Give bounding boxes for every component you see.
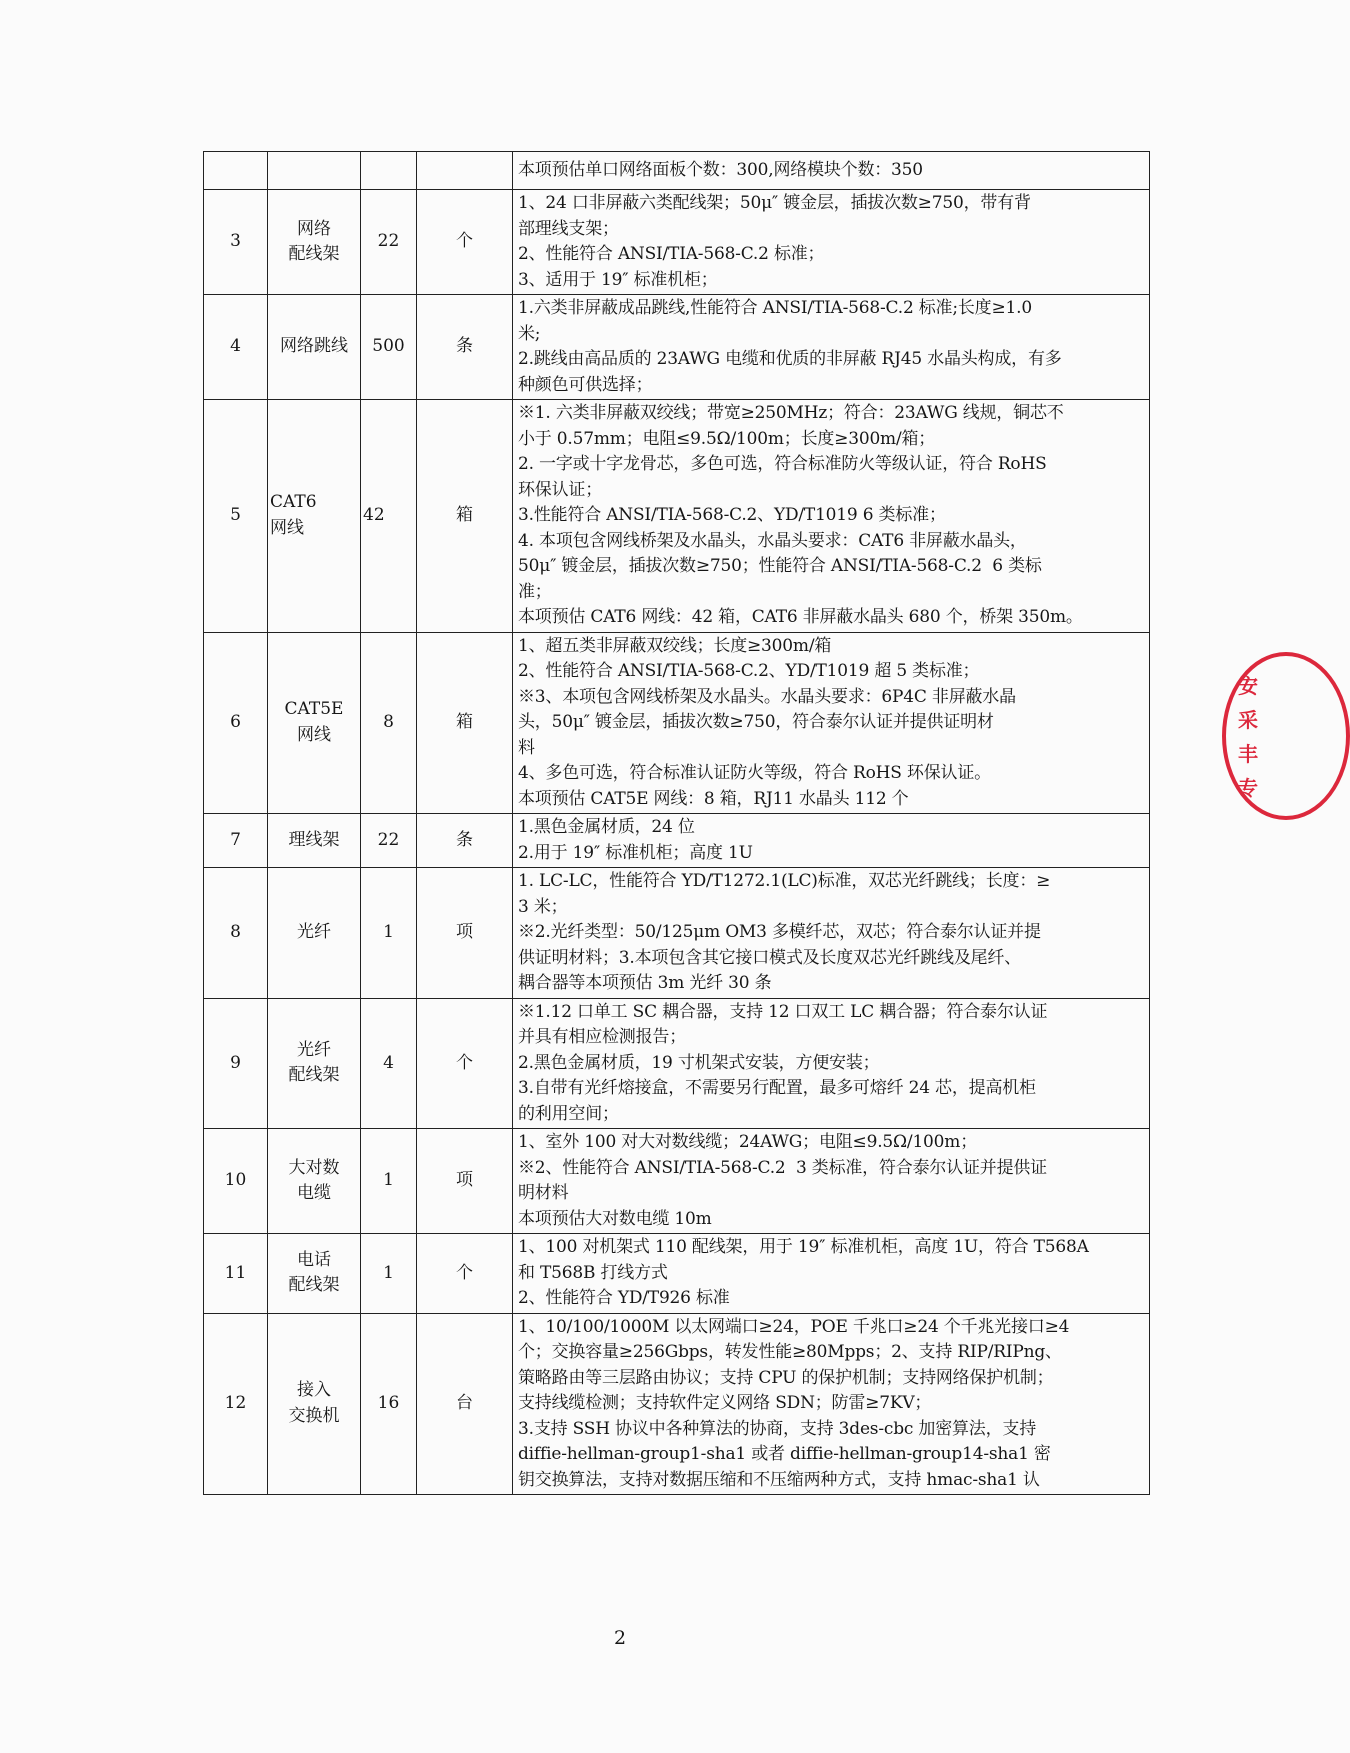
spec-line: 4. 本项包含网线桥架及水晶头，水晶头要求：CAT6 非屏蔽水晶头， [518,530,1027,551]
seal-character: 安 [1238,674,1258,698]
spec-line: 1、24 口非屏蔽六类配线架；50μ″ 镀金层，插拔次数≥750，带有背 [518,193,1031,213]
cell-unit: 项 [417,1129,513,1234]
spec-line: 本项预估大对数电缆 10m [518,1208,712,1229]
cell-unit: 台 [417,1313,513,1495]
table-row [204,814,1150,868]
item-name-line: 配线架 [288,1065,340,1086]
cell-specification [513,400,1150,633]
spec-line: 2.用于 19″ 标准机柜；高度 1U [518,842,753,863]
item-name-line: 光纤 [297,922,331,942]
cell-specification [513,868,1150,999]
cell-quantity: 16 [361,1313,417,1495]
spec-line: 2、性能符合 ANSI/TIA-568-C.2、YD/T1019 超 5 类标准； [518,661,980,681]
table-row [204,632,1150,814]
spec-line: 2、性能符合 YD/T926 标准 [518,1288,730,1308]
spec-line: 2.跳线由高品质的 23AWG 电缆和优质的非屏蔽 RJ45 水晶头构成，有多 [518,349,1062,369]
spec-line: 1、超五类非屏蔽双绞线；长度≥300m/箱 [518,635,832,656]
cell-item-no: 10 [204,1129,268,1234]
cell-specification [513,814,1150,868]
cell-quantity: 42 [361,400,417,633]
spec-table [203,151,1150,1495]
item-name-line: 网线 [297,724,331,745]
cell-item-no: 11 [204,1234,268,1314]
spec-line: 本项预估 CAT5E 网线：8 箱，RJ11 水晶头 112 个 [518,788,909,809]
spec-line: 小于 0.57mm；电阻≤9.5Ω/100m；长度≥300m/箱； [518,428,936,449]
cell-item-no: 7 [204,814,268,868]
cell-unit: 个 [417,998,513,1129]
cell-unit: 条 [417,814,513,868]
item-name-line: 理线架 [288,829,340,850]
spec-line: 50μ″ 镀金层，插拔次数≥750；性能符合 ANSI/TIA-568-C.2 6 类标 [518,556,1042,576]
cell-item-name [268,1313,361,1495]
spec-line: ※2、性能符合 ANSI/TIA-568-C.2 3 类标准，符合泰尔认证并提供证 [518,1157,1047,1178]
spec-line: 部理线支架； [518,218,619,239]
spec-line: 明材料 [518,1183,569,1203]
page-number: 2 [613,1627,627,1649]
cell-item-no: 6 [204,632,268,814]
cell-item-name [268,400,361,633]
cell-unit: 条 [417,295,513,400]
spec-line: 种颜色可供选择； [518,374,653,395]
table-row [204,400,1150,633]
cell-specification [513,1313,1150,1495]
cell-item-name [268,1129,361,1234]
cell-item-name [268,190,361,295]
table-row [204,1313,1150,1495]
spec-line: 2. 一字或十字龙骨芯，多色可选，符合标准防火等级认证，符合 RoHS [518,454,1047,474]
spec-line: 3.自带有光纤熔接盒，不需要另行配置，最多可熔纤 24 芯，提高机柜 [518,1078,1036,1098]
cell-item-no: 12 [204,1313,268,1495]
cell-item-name [268,868,361,999]
item-name-line: 网线 [270,517,304,538]
cell-quantity: 500 [361,295,417,400]
spec-line: 头，50μ″ 镀金层，插拔次数≥750，符合泰尔认证并提供证明材 [518,712,994,732]
spec-line: ※2.光纤类型：50/125μm OM3 多模纤芯，双芯；符合泰尔认证并提 [518,922,1041,942]
spec-line: 策略路由等三层路由协议；支持 CPU 的保护机制；支持网络保护机制； [518,1367,1054,1388]
item-name-line: 电缆 [297,1183,331,1203]
spec-line: 并具有相应检测报告； [518,1027,686,1047]
spec-line: 1、10/100/1000M 以太网端口≥24，POE 千兆口≥24 个千兆光接口≥4 [518,1316,1070,1337]
cell-unit: 箱 [417,632,513,814]
cell-specification [513,1129,1150,1234]
item-name-line: CAT5E [284,699,344,720]
spec-line: 3.支持 SSH 协议中各种算法的协商，支持 3des-cbc 加密算法，支持 [518,1418,1037,1439]
cell-unit [417,152,513,190]
cell-specification [513,998,1150,1129]
item-name-line: CAT6 [270,492,317,513]
cell-item-name [268,814,361,868]
table-row [204,295,1150,400]
cell-quantity: 8 [361,632,417,814]
cell-quantity: 22 [361,190,417,295]
seal-character: 专 [1238,776,1258,800]
cell-unit: 个 [417,190,513,295]
spec-line: 3、适用于 19″ 标准机柜； [518,269,718,290]
cell-unit: 箱 [417,400,513,633]
spec-line: 支持线缆检测；支持软件定义网络 SDN；防雷≥7KV； [518,1393,932,1413]
cell-specification [513,632,1150,814]
table-row [204,998,1150,1129]
seal-character: 采 [1238,708,1258,732]
spec-line: 3.性能符合 ANSI/TIA-568-C.2、YD/T1019 6 类标准； [518,505,946,525]
spec-line: 准； [518,581,552,602]
cell-item-name [268,295,361,400]
red-seal-stamp [1222,652,1350,820]
spec-line: 和 T568B 打线方式 [518,1262,668,1283]
spec-line: ※3、本项包含网线桥架及水晶头。水晶头要求：6P4C 非屏蔽水晶 [518,686,1016,707]
item-name-line: 大对数 [288,1157,340,1178]
item-name-line: 交换机 [288,1405,340,1426]
cell-specification [513,190,1150,295]
spec-line: ※1. 六类非屏蔽双绞线；带宽≥250MHz；符合：23AWG 线规，铜芯不 [518,403,1064,423]
table-row [204,1234,1150,1314]
spec-line: 环保认证； [518,479,602,500]
cell-quantity: 1 [361,1234,417,1314]
seal-character: 丰 [1238,742,1258,766]
spec-line: 个；交换容量≥256Gbps，转发性能≥80Mpps；2、支持 RIP/RIPng、 [518,1342,1062,1362]
item-name-line: 配线架 [288,244,340,264]
table-row [204,1129,1150,1234]
spec-line: 的利用空间； [518,1103,619,1124]
spec-line: 供证明材料；3.本项包含其它接口模式及长度双芯光纤跳线及尾纤、 [518,947,1022,968]
cell-item-no: 5 [204,400,268,633]
cell-item-no: 3 [204,190,268,295]
spec-line: 耦合器等本项预估 3m 光纤 30 条 [518,973,772,993]
table-row [204,152,1150,190]
spec-line: 本项预估 CAT6 网线：42 箱，CAT6 非屏蔽水晶头 680 个，桥架 350m。 [518,607,1083,627]
cell-quantity: 1 [361,1129,417,1234]
spec-line: ※1.12 口单工 SC 耦合器，支持 12 口双工 LC 耦合器；符合泰尔认证 [518,1001,1048,1022]
cell-item-name [268,152,361,190]
spec-line: 1、室外 100 对大对数线缆；24AWG；电阻≤9.5Ω/100m； [518,1132,978,1152]
cell-quantity: 4 [361,998,417,1129]
item-name-line: 配线架 [288,1275,340,1296]
item-name-line: 光纤 [297,1039,331,1060]
spec-line: diffie-hellman-group1-sha1 或者 diffie-hellman-group14-sha1 密 [518,1444,1051,1464]
spec-line: 1.六类非屏蔽成品跳线,性能符合 ANSI/TIA-568-C.2 标准;长度≥1.0 [518,298,1032,318]
spec-line: 1、100 对机架式 110 配线架，用于 19″ 标准机柜，高度 1U，符合 T568A [518,1237,1089,1257]
cell-specification [513,295,1150,400]
cell-item-name [268,632,361,814]
table-row [204,190,1150,295]
spec-line: 1. LC-LC，性能符合 YD/T1272.1(LC)标准，双芯光纤跳线；长度：≥ [518,871,1051,891]
cell-unit: 项 [417,868,513,999]
spec-line: 3 米； [518,896,568,917]
cell-item-no: 8 [204,868,268,999]
cell-item-name [268,1234,361,1314]
item-name-line: 网络跳线 [280,336,348,357]
item-name-line: 网络 [297,218,331,239]
spec-line: 米; [518,323,541,344]
cell-item-name [268,998,361,1129]
spec-table-body [204,152,1150,1495]
spec-line: 料 [518,737,535,758]
cell-unit: 个 [417,1234,513,1314]
cell-specification [513,152,1150,190]
spec-line: 2、性能符合 ANSI/TIA-568-C.2 标准； [518,244,825,264]
spec-line: 2.黑色金属材质，19 寸机架式安装，方便安装； [518,1052,880,1073]
spec-line: 钥交换算法，支持对数据压缩和不压缩两种方式，支持 hmac-sha1 认 [518,1469,1040,1490]
cell-quantity: 22 [361,814,417,868]
cell-item-no [204,152,268,190]
cell-item-no: 4 [204,295,268,400]
item-name-line: 电话 [297,1249,331,1270]
spec-line: 1.黑色金属材质，24 位 [518,817,695,837]
cell-item-no: 9 [204,998,268,1129]
spec-line: 本项预估单口网络面板个数：300,网络模块个数：350 [518,159,923,180]
spec-line: 4、多色可选，符合标准认证防火等级，符合 RoHS 环保认证。 [518,763,991,783]
cell-quantity: 1 [361,868,417,999]
cell-specification [513,1234,1150,1314]
item-name-line: 接入 [297,1380,331,1401]
cell-quantity [361,152,417,190]
table-row [204,868,1150,999]
